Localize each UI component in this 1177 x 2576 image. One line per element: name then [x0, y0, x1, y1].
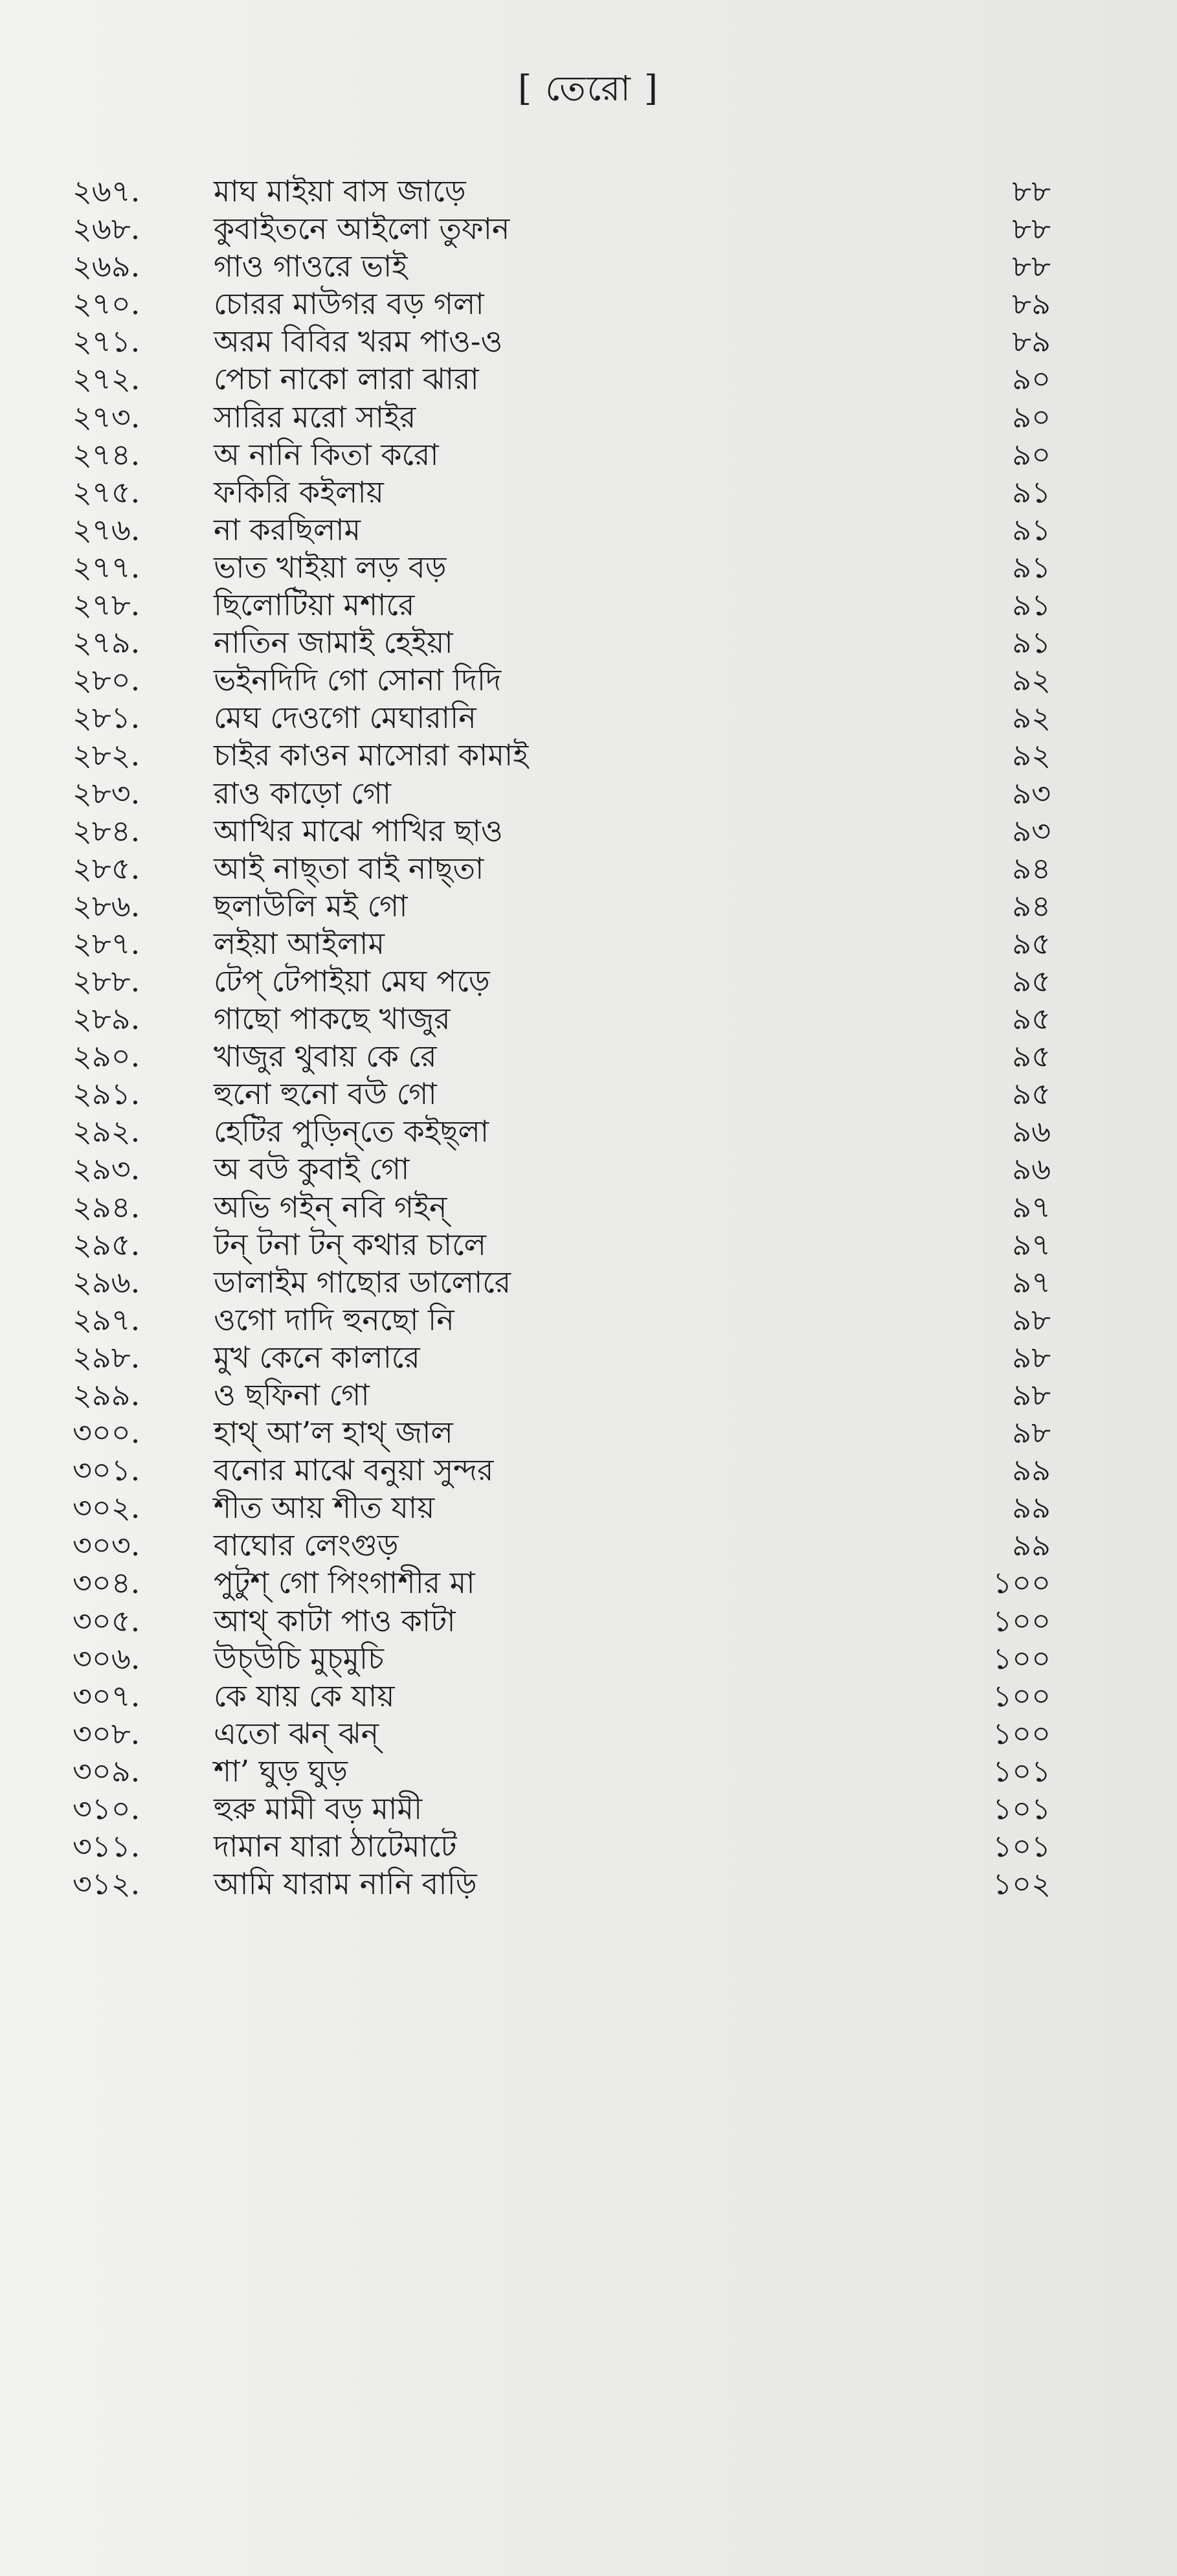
entry-title: টেপ্ টেপাইয়া মেঘ পড়ে — [214, 963, 490, 999]
entry-page-number: ১০০ — [992, 1678, 1051, 1713]
entry-title: গাও গাওরে ভাই — [214, 249, 408, 284]
entry-title: মাঘ মাইয়া বাস জাড়ে — [214, 174, 466, 209]
entry-page-number: ৯১ — [1012, 625, 1051, 661]
entry-number: ২৯৯. — [73, 1377, 140, 1412]
entry-number: ২৭৫. — [73, 474, 140, 510]
entry-title: দামান যারা ঠাটেমাটে — [214, 1829, 457, 1864]
toc-entry — [0, 1451, 1177, 1489]
toc-entry — [0, 1339, 1177, 1376]
entry-title: পেচা নাকো লারা ঝারা — [214, 361, 479, 397]
toc-entry — [0, 1226, 1177, 1263]
entry-title: ডালাইম গাছোর ডালোরে — [214, 1264, 511, 1300]
entry-page-number: ৯৭ — [1012, 1226, 1051, 1262]
entry-title: টন্ টনা টন্ কথার চালে — [214, 1226, 486, 1262]
entry-title: খাজুর থুবায় কে রে — [214, 1039, 437, 1074]
entry-number: ২৭৮. — [73, 587, 140, 623]
entry-number: ৩০৭. — [73, 1678, 140, 1713]
entry-page-number: ১০০ — [992, 1603, 1051, 1638]
entry-page-number: ১০১ — [992, 1753, 1051, 1789]
toc-entry — [0, 1564, 1177, 1601]
toc-entry — [0, 322, 1177, 360]
entry-title: অভি গইন্ নবি গইন্ — [214, 1189, 447, 1225]
toc-entry — [0, 661, 1177, 699]
toc-entry — [0, 699, 1177, 736]
entry-number: ২৮৩. — [73, 775, 140, 811]
entry-page-number: ৯৯ — [1012, 1452, 1051, 1488]
page-number-header: [ তেরো ] — [518, 68, 659, 109]
entry-page-number: ৯২ — [1012, 738, 1051, 773]
entry-number: ২৭৯. — [73, 625, 140, 661]
entry-number: ২৯৩. — [73, 1151, 140, 1187]
entry-number: ৩০২. — [73, 1490, 140, 1526]
entry-page-number: ৮৯ — [1012, 286, 1051, 322]
toc-entry — [0, 1677, 1177, 1715]
entry-title: হুনো হুনো বউ গো — [214, 1076, 437, 1112]
entry-page-number: ৯৫ — [1012, 1076, 1051, 1112]
entry-number: ২৭০. — [73, 286, 140, 322]
toc-entry — [0, 1000, 1177, 1037]
entry-page-number: ৯১ — [1012, 549, 1051, 585]
toc-entry — [0, 511, 1177, 548]
entry-number: ২৮৪. — [73, 813, 140, 848]
entry-title: ওগো দাদি হুনছো নি — [214, 1302, 454, 1337]
entry-number: ২৮০. — [73, 662, 140, 698]
entry-page-number: ৯৩ — [1012, 775, 1051, 811]
entry-page-number: ৯৬ — [1012, 1151, 1051, 1187]
toc-entry — [0, 1376, 1177, 1414]
table-of-contents — [0, 172, 1177, 1903]
toc-entry — [0, 736, 1177, 774]
entry-page-number: ১০০ — [992, 1640, 1051, 1676]
toc-entry — [0, 548, 1177, 586]
entry-title: ভইনদিদি গো সোনা দিদি — [214, 662, 502, 698]
entry-page-number: ৯৬ — [1012, 1114, 1051, 1149]
entry-page-number: ৮৯ — [1012, 324, 1051, 359]
entry-number: ৩০০. — [73, 1415, 140, 1451]
entry-number: ২৬৭. — [73, 174, 140, 209]
entry-title: অ বউ কুবাই গো — [214, 1151, 410, 1187]
entry-page-number: ৯৪ — [1012, 850, 1051, 886]
entry-title: ফকিরি কইলায় — [214, 474, 384, 510]
entry-title: মুখ কেনে কালারে — [214, 1339, 420, 1375]
entry-number: ২৭৬. — [73, 512, 140, 547]
entry-number: ৩০৯. — [73, 1753, 140, 1789]
entry-number: ২৬৯. — [73, 249, 140, 284]
entry-number: ২৮১. — [73, 700, 140, 736]
entry-number: ২৮৯. — [73, 1001, 140, 1037]
entry-number: ২৯০. — [73, 1039, 140, 1074]
entry-page-number: ৮৮ — [1012, 211, 1051, 247]
entry-title: আই নাছ্তা বাই নাছ্তা — [214, 850, 484, 886]
entry-title: না করছিলাম — [214, 512, 361, 547]
toc-entry — [0, 774, 1177, 812]
entry-title: নাতিন জামাই হেইয়া — [214, 625, 453, 661]
entry-page-number: ৯৫ — [1012, 963, 1051, 999]
toc-entry — [0, 887, 1177, 925]
entry-number: ২৭৪. — [73, 436, 140, 472]
toc-entry — [0, 1715, 1177, 1752]
entry-number: ২৮৭. — [73, 925, 140, 961]
entry-number: ৩১১. — [73, 1829, 140, 1864]
entry-page-number: ৯৫ — [1012, 1039, 1051, 1074]
entry-number: ২৭৩. — [73, 399, 140, 435]
entry-page-number: ৯৮ — [1012, 1302, 1051, 1337]
entry-page-number: ৯১ — [1012, 512, 1051, 547]
toc-entry — [0, 1188, 1177, 1226]
toc-entry — [0, 850, 1177, 887]
toc-entry — [0, 1489, 1177, 1526]
entry-title: চাইর কাওন মাসোরা কামাই — [214, 738, 529, 773]
toc-entry — [0, 172, 1177, 210]
entry-number: ৩১০. — [73, 1791, 140, 1827]
entry-page-number: ১০০ — [992, 1565, 1051, 1601]
entry-title: রাও কাড়ো গো — [214, 775, 392, 811]
toc-entry — [0, 210, 1177, 247]
entry-page-number: ৯৫ — [1012, 925, 1051, 961]
toc-entry — [0, 586, 1177, 624]
entry-title: সারির মরো সাইর — [214, 399, 416, 435]
entry-number: ২৯৫. — [73, 1226, 140, 1262]
entry-number: ২৮৫. — [73, 850, 140, 886]
entry-title: হুরু মামী বড় মামী — [214, 1791, 423, 1827]
entry-number: ২৯১. — [73, 1076, 140, 1112]
entry-number: ২৭৭. — [73, 549, 140, 585]
toc-entry — [0, 1414, 1177, 1451]
entry-title: অ নানি কিতা করো — [214, 436, 439, 472]
entry-title: পুটুশ্ গো পিংগাশীর মা — [214, 1565, 475, 1601]
entry-title: মেঘ দেওগো মেঘারানি — [214, 700, 476, 736]
entry-title: শা’ ঘুড় ঘুড় — [214, 1753, 348, 1789]
toc-entry — [0, 398, 1177, 436]
toc-entry — [0, 925, 1177, 962]
toc-entry — [0, 1113, 1177, 1150]
entry-number: ২৬৮. — [73, 211, 140, 247]
toc-entry — [0, 360, 1177, 398]
entry-page-number: ৯৪ — [1012, 888, 1051, 923]
toc-entry — [0, 1827, 1177, 1865]
toc-entry — [0, 1602, 1177, 1640]
toc-entry — [0, 1752, 1177, 1790]
toc-entry — [0, 1301, 1177, 1339]
entry-page-number: ৯২ — [1012, 700, 1051, 736]
entry-number: ২৯৭. — [73, 1302, 140, 1337]
entry-title: শীত আয় শীত যায় — [214, 1490, 435, 1526]
entry-number: ২৯৬. — [73, 1264, 140, 1300]
toc-entry — [0, 436, 1177, 473]
entry-page-number: ৯০ — [1012, 436, 1051, 472]
entry-title: কুবাইতনে আইলো তুফান — [214, 211, 510, 247]
entry-title: হাথ্ আ’ল হাথ্ জাল — [214, 1415, 453, 1451]
entry-title: আথ্ কাটা পাও কাটা — [214, 1603, 456, 1638]
entry-page-number: ১০১ — [992, 1791, 1051, 1827]
entry-page-number: ৯৫ — [1012, 1001, 1051, 1037]
entry-number: ৩০৪. — [73, 1565, 140, 1601]
entry-title: ও ছফিনা গো — [214, 1377, 370, 1412]
toc-entry — [0, 473, 1177, 511]
entry-title: ছিলোটিয়া মশারে — [214, 587, 415, 623]
entry-page-number: ৯০ — [1012, 399, 1051, 435]
entry-number: ২৮২. — [73, 738, 140, 773]
toc-entry — [0, 285, 1177, 322]
entry-page-number: ১০১ — [992, 1829, 1051, 1864]
entry-title: উচ্‌উচি মুচ্‌মুচি — [214, 1640, 384, 1676]
toc-entry — [0, 1075, 1177, 1113]
entry-title: কে যায় কে যায় — [214, 1678, 395, 1713]
toc-entry — [0, 1640, 1177, 1677]
entry-number: ২৯২. — [73, 1114, 140, 1149]
toc-entry — [0, 812, 1177, 850]
entry-page-number: ৮৮ — [1012, 174, 1051, 209]
toc-entry — [0, 1790, 1177, 1827]
entry-title: আমি যারাম নানি বাড়ি — [214, 1866, 477, 1902]
entry-number: ২৮৮. — [73, 963, 140, 999]
entry-title: হেটির পুড়িন্‌তে কইছ্‌লা — [214, 1114, 489, 1149]
entry-page-number: ১০০ — [992, 1715, 1051, 1751]
entry-title: ভাত খাইয়া লড় বড় — [214, 549, 447, 585]
entry-page-number: ৯৮ — [1012, 1377, 1051, 1412]
entry-number: ২৯৮. — [73, 1339, 140, 1375]
entry-title: আখির মাঝে পাখির ছাও — [214, 813, 503, 848]
entry-number: ২৮৬. — [73, 888, 140, 923]
entry-number: ৩০৬. — [73, 1640, 140, 1676]
toc-entry — [0, 1037, 1177, 1075]
toc-entry — [0, 624, 1177, 661]
entry-number: ২৭১. — [73, 324, 140, 359]
entry-page-number: ৯৭ — [1012, 1189, 1051, 1225]
toc-entry — [0, 1150, 1177, 1188]
entry-page-number: ৯০ — [1012, 361, 1051, 397]
entry-page-number: ৯৯ — [1012, 1528, 1051, 1563]
entry-page-number: ৯৯ — [1012, 1490, 1051, 1526]
entry-number: ৩১২. — [73, 1866, 140, 1902]
entry-page-number: ৯১ — [1012, 474, 1051, 510]
entry-number: ৩০৫. — [73, 1603, 140, 1638]
entry-title: বাঘোর লেংগুড় — [214, 1528, 399, 1563]
toc-entry — [0, 1263, 1177, 1301]
toc-entry — [0, 962, 1177, 1000]
entry-page-number: ৯৩ — [1012, 813, 1051, 848]
entry-title: চোরর মাউগর বড় গলা — [214, 286, 484, 322]
entry-title: গাছো পাকছে খাজুর — [214, 1001, 451, 1037]
entry-number: ৩০৮. — [73, 1715, 140, 1751]
entry-title: বনোর মাঝে বনুয়া সুন্দর — [214, 1452, 494, 1488]
entry-page-number: ৯৮ — [1012, 1415, 1051, 1451]
entry-number: ২৭২. — [73, 361, 140, 397]
entry-number: ৩০১. — [73, 1452, 140, 1488]
entry-page-number: ৯২ — [1012, 662, 1051, 698]
entry-page-number: ১০২ — [992, 1866, 1051, 1902]
toc-entry — [0, 247, 1177, 285]
entry-page-number: ৯৮ — [1012, 1339, 1051, 1375]
entry-page-number: ৮৮ — [1012, 249, 1051, 284]
entry-page-number: ৯৭ — [1012, 1264, 1051, 1300]
toc-entry — [0, 1526, 1177, 1564]
entry-number: ২৯৪. — [73, 1189, 140, 1225]
entry-page-number: ৯১ — [1012, 587, 1051, 623]
entry-title: এতো ঝন্ ঝন্ — [214, 1715, 379, 1751]
entry-title: অরম বিবির খরম পাও-ও — [214, 324, 503, 359]
entry-title: লইয়া আইলাম — [214, 925, 385, 961]
entry-number: ৩০৩. — [73, 1528, 140, 1563]
toc-entry — [0, 1865, 1177, 1903]
entry-title: ছলাউলি মই গো — [214, 888, 408, 923]
